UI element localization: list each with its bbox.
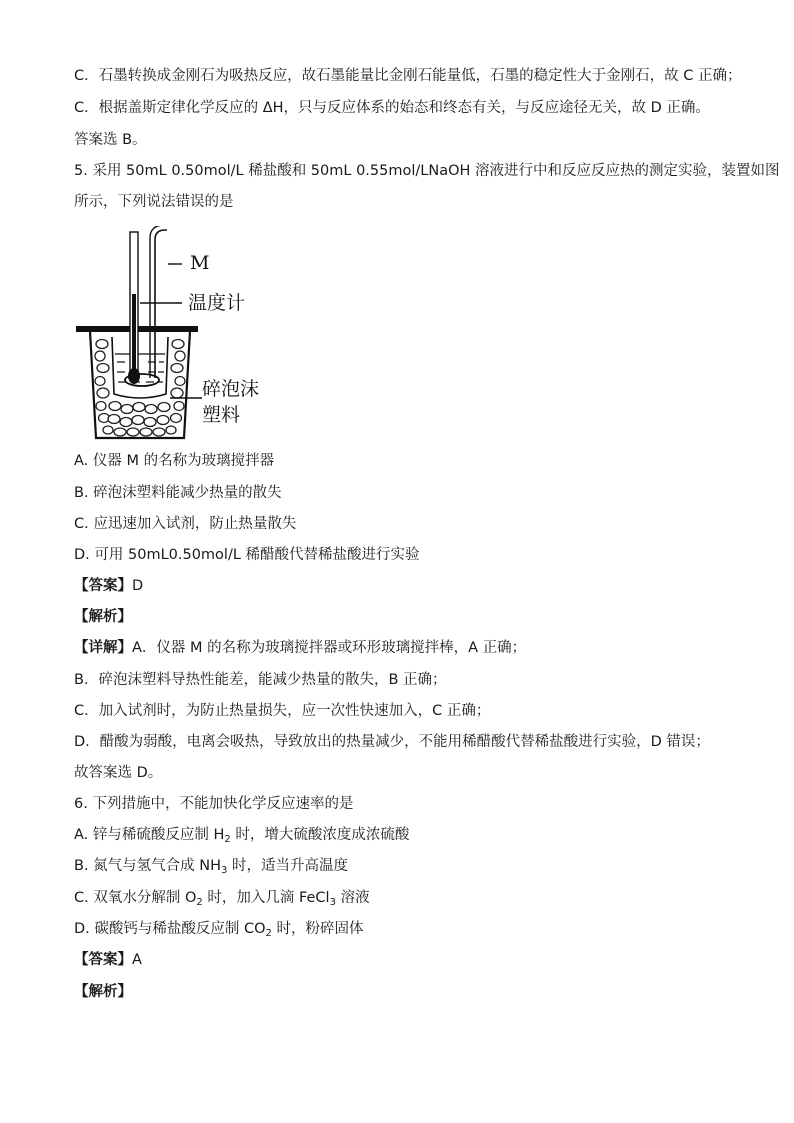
q6-b-text: B. 氮气与氢气合成 NH	[74, 858, 222, 874]
text-line: C．石墨转换成金刚石为吸热反应，故石墨能量比金刚石能量低，石墨的稳定性大于金刚石，故 C 正确；	[74, 68, 742, 84]
answer-value: D	[132, 578, 144, 594]
inner-beaker	[112, 337, 168, 398]
q6-analysis-tag	[74, 982, 754, 1002]
thermometer-bulb	[128, 368, 140, 384]
q6-answer-value: A	[132, 952, 142, 968]
q6-option-d	[74, 919, 754, 944]
glass-stirrer	[155, 230, 167, 378]
q6-c-sub: 2	[196, 897, 203, 908]
q6-a-text-post: 时，增大硫酸浓度成浓硫酸	[230, 827, 410, 843]
q6-d-sub: 2	[265, 928, 272, 939]
analysis-label: 【解析】	[74, 609, 132, 625]
option-a: A. 仪器 M 的名称为玻璃搅拌器	[74, 453, 275, 469]
q6-d-text: D. 碳酸钙与稀盐酸反应制 CO	[74, 921, 266, 937]
analysis-tag	[74, 607, 754, 627]
q6-answer-tag: 【答案】	[74, 952, 132, 968]
q6-b-text-post: 时，适当升高温度	[227, 858, 349, 874]
q6-option-b	[74, 856, 754, 881]
q6-option-c	[74, 888, 754, 913]
label-foam-2: 塑料	[202, 404, 241, 426]
q6-c-text-post: 溶液	[335, 890, 370, 906]
q6-c-text-mid: 时，加入几滴 FeCl	[202, 890, 330, 906]
detail-c: C．加入试剂时，为防止热量损失，应一次性快速加入，C 正确；	[74, 703, 491, 719]
q6-b-sub: 3	[221, 865, 228, 876]
q6-d-text-post: 时，粉碎固体	[271, 921, 364, 937]
calorimeter-figure	[70, 226, 310, 448]
conclusion: 故答案选 D。	[74, 765, 163, 781]
thermometer-column	[132, 294, 136, 372]
question-5-stem: 5. 采用 50mL 0.50mol/L 稀盐酸和 50mL 0.55mol/LNaOH 溶液进行中和反应反应热的测定实验，装置如图	[74, 163, 780, 179]
q6-c-sub2: 3	[329, 897, 336, 908]
option-d: D. 可用 50mL0.50mol/L 稀醋酸代替稀盐酸进行实验	[74, 547, 420, 563]
label-foam-1: 碎泡沫	[202, 378, 260, 400]
q6-c-text: C. 双氧水分解制 O	[74, 890, 197, 906]
detail-d: D．醋酸为弱酸，电离会吸热，导致放出的热量减少，不能用稀醋酸代替稀盐酸进行实验，D 错误；	[74, 734, 710, 750]
answer-line: 答案选 B。	[74, 132, 147, 148]
q6-a-text: A. 锌与稀硫酸反应制 H	[74, 827, 225, 843]
answer-tag: 【答案】	[74, 578, 132, 594]
option-b: B. 碎泡沫塑料能减少热量的散失	[74, 485, 282, 501]
detail-a-row	[74, 638, 754, 658]
answer-row	[74, 576, 754, 596]
q6-option-a	[74, 825, 754, 850]
detail-a: A．仪器 M 的名称为玻璃搅拌器或环形玻璃搅拌棒，A 正确；	[132, 640, 527, 656]
label-m: M	[190, 252, 210, 274]
option-c: C. 应迅速加入试剂，防止热量散失	[74, 516, 297, 532]
detail-tag: 【详解】	[74, 640, 132, 656]
label-thermometer: 温度计	[188, 292, 246, 314]
q6-a-sub: 2	[224, 834, 231, 845]
text-line: C．根据盖斯定律化学反应的 ΔH，只与反应体系的始态和终态有关，与反应途径无关，故 D 正确。	[74, 100, 710, 116]
q6-analysis-label: 【解析】	[74, 984, 132, 1000]
glass-stirrer-edge	[150, 226, 165, 378]
question-6-stem: 6. 下列措施中，不能加快化学反应速率的是	[74, 796, 354, 812]
detail-b: B．碎泡沫塑料导热性能差，能减少热量的散失，B 正确；	[74, 672, 447, 688]
question-5-stem-cont: 所示，下列说法错误的是	[74, 194, 234, 210]
q6-answer-row	[74, 950, 754, 970]
